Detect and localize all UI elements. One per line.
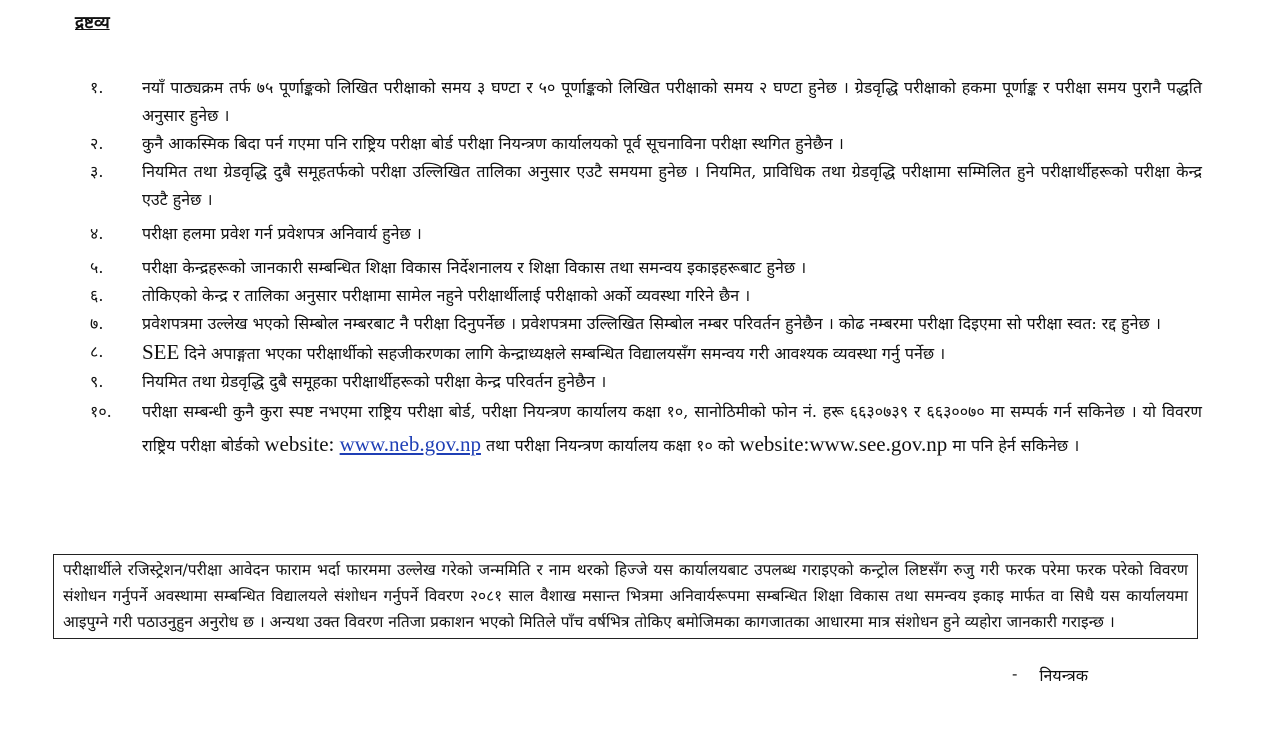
note-text: नयाँ पाठ्यक्रम तर्फ ७५ पूर्णाङ्कको लिखित परीक्षाको समय ३ घण्टा र ५० पूर्णाङ्कको लिखित परीक्षाको समय २ घण्टा हुनेछ । ग्रेडवृद्धि परीक्षाको हकमा पूर्णाङ्क र परीक्षा समय पुरानै पद्धति अनुसार हुनेछ । — [142, 78, 1202, 125]
note-text — [142, 338, 1202, 368]
note-number: ६. — [90, 286, 104, 305]
note-item-10 — [90, 396, 1202, 462]
note-item-2 — [90, 130, 1202, 158]
note-text: प्रवेशपत्रमा उल्लेख भएको सिम्बोल नम्बरबाट नै परीक्षा दिनुपर्नेछ । प्रवेशपत्रमा उल्लिखित सिम्बोल नम्बर परिवर्तन हुनेछैन । कोढ नम्बरमा परीक्षा दिइएमा सो परीक्षा स्वत: रद्द हुनेछ । — [142, 314, 1161, 333]
note-text: नियमित तथा ग्रेडवृद्धि दुबै समूहका परीक्षार्थीहरूको परीक्षा केन्द्र परिवर्तन हुनेछैन । — [142, 372, 607, 391]
note-text-body: दिने अपाङ्गता भएका परीक्षार्थीको सहजीकरणका लागि केन्द्राध्यक्षले सम्बन्धित विद्यालयसँग समन्वय गरी आवश्यक व्यवस्था गर्नु पर्नेछ । — [179, 344, 946, 363]
signature-title: नियन्त्रक — [1039, 666, 1089, 685]
note-number: ५. — [90, 258, 104, 277]
note-text: परीक्षा हलमा प्रवेश गर्न प्रवेशपत्र अनिवार्य हुनेछ । — [142, 224, 422, 243]
notes-list — [90, 74, 1202, 462]
note-item-1 — [90, 74, 1202, 130]
note-item-4 — [90, 220, 1202, 248]
note-item-8 — [90, 338, 1202, 368]
note-item-5 — [90, 254, 1202, 282]
note-number: ८. — [90, 342, 104, 361]
note-text: तोकिएको केन्द्र र तालिका अनुसार परीक्षामा सामेल नहुने परीक्षार्थीलाई परीक्षाको अर्को व्यवस्था गरिने छैन । — [142, 286, 751, 305]
note-text: नियमित तथा ग्रेडवृद्धि दुबै समूहतर्फको परीक्षा उल्लिखित तालिका अनुसार एउटै समयमा हुनेछ । नियमित, प्राविधिक तथा ग्रेडवृद्धि परीक्षामा सम्मिलित हुने परीक्षार्थीहरूको परीक्षा केन्द्र एउटै हुनेछ । — [142, 162, 1202, 209]
note-number: १०. — [90, 402, 112, 421]
see-abbreviation: SEE — [142, 340, 180, 364]
note-number: १. — [90, 78, 104, 97]
note-number: ४. — [90, 224, 104, 243]
note-number: २. — [90, 134, 104, 153]
note-text-part2: तथा परीक्षा नियन्त्रण कार्यालय कक्षा १० को — [480, 436, 740, 455]
notice-box: परीक्षार्थीले रजिस्ट्रेशन/परीक्षा आवेदन फाराम भर्दा फारममा उल्लेख गरेको जन्ममिति र नाम थरको हिज्जे यस कार्यालयबाट उपलब्ध गराइएको कन्ट्रोल लिष्टसँग रुजु गरी फरक परेमा फरक परेको विवरण संशोधन गर्नुपर्ने अवस्थामा सम्बन्धित विद्यालयले संशोधन गर्नुपर्ने विवरण २०८१ साल वैशाख मसान्त भित्रमा अनिवार्यरूपमा सम्बन्धित शिक्षा विकास तथा समन्वय इकाइ मार्फत वा सिधै यस कार्यालयमा आइपुग्ने गरी पठाउनुहुन अनुरोध छ । अन्यथा उक्त विवरण नतिजा प्रकाशन भएको मितिले पाँच वर्षभित्र तोकिए बमोजिमका कागजातका आधारमा मात्र संशोधन हुने व्यहोरा जानकारी गराइन्छ । — [53, 554, 1198, 639]
note-number: ९. — [90, 372, 104, 391]
note-item-7 — [90, 310, 1202, 338]
note-text-part1: परीक्षा सम्बन्धी कुनै कुरा स्पष्ट नभएमा राष्ट्रिय परीक्षा बोर्ड, परीक्षा नियन्त्रण कार्यालय कक्षा १०, सानोठिमीको फोन नं. हरू ६६३०७३९ र ६६३००७० मा सम्पर्क गर्न सकिनेछ । यो विवरण राष्ट्रिय परीक्षा बोर्डको — [142, 402, 1202, 455]
note-item-6 — [90, 282, 1202, 310]
note-text-part3: मा पनि हेर्न सकिनेछ । — [947, 436, 1080, 455]
neb-website-link[interactable]: www.neb.gov.np — [339, 432, 481, 456]
note-item-9 — [90, 368, 1202, 396]
note-text: कुनै आकस्मिक बिदा पर्न गएमा पनि राष्ट्रिय परीक्षा बोर्ड परीक्षा नियन्त्रण कार्यालयको पूर्व सूचनाविना परीक्षा स्थगित हुनेछैन । — [142, 134, 844, 153]
notes-heading: द्रष्टव्य — [75, 13, 110, 33]
note-item-3 — [90, 158, 1202, 214]
signature-block — [1012, 664, 1088, 686]
note-text: परीक्षा केन्द्रहरूको जानकारी सम्बन्धित शिक्षा विकास निर्देशनालय र शिक्षा विकास तथा समन्वय इकाइहरूबाट हुनेछ । — [142, 258, 807, 277]
note-text — [142, 396, 1202, 462]
signature-dash: - — [1012, 664, 1018, 683]
note-number: ७. — [90, 314, 104, 333]
website-label: website: — [264, 432, 340, 456]
note-number: ३. — [90, 162, 104, 181]
see-website-text: website:www.see.gov.np — [739, 432, 948, 456]
